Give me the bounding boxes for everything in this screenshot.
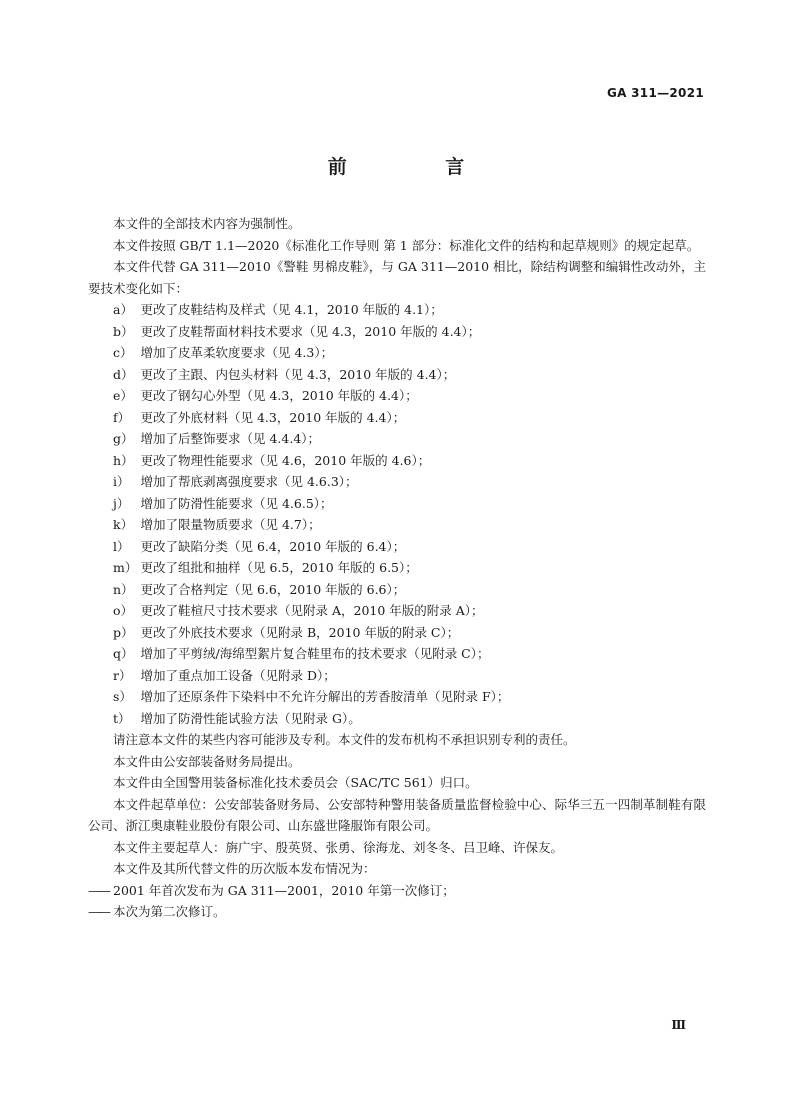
history-text: 本次为第二次修订。 — [113, 904, 226, 919]
list-item — [88, 385, 706, 407]
list-marker: r） — [113, 667, 132, 683]
list-item-text: 更改了钢勾心外型（见 4.3，2010 年版的 4.4）； — [140, 388, 418, 403]
list-marker: m） — [113, 560, 138, 575]
list-item — [88, 407, 706, 429]
list-item — [88, 622, 706, 644]
list-marker: s） — [113, 689, 132, 704]
list-marker: h） — [113, 452, 134, 468]
change-list — [88, 299, 706, 729]
list-marker: t） — [113, 710, 131, 726]
list-item — [88, 708, 706, 730]
history-item — [88, 880, 706, 902]
list-marker: f） — [113, 409, 131, 425]
paragraph: 本文件由全国警用装备标准化技术委员会（SAC/TC 561）归口。 — [113, 775, 478, 790]
list-marker: e） — [113, 388, 133, 403]
list-marker: k） — [113, 517, 134, 532]
page-number: Ⅲ — [671, 1018, 686, 1032]
paragraph: 本文件的全部技术内容为强制性。 — [113, 216, 301, 231]
list-item-text: 更改了皮鞋帮面材料技术要求（见 4.3，2010 年版的 4.4）； — [140, 323, 481, 339]
list-marker: q） — [113, 646, 134, 661]
list-item — [88, 342, 706, 364]
list-marker: l） — [113, 538, 130, 554]
list-item-text: 增加了还原条件下染料中不允许分解出的芳香胺清单（见附录 F）； — [140, 689, 510, 704]
list-item — [88, 600, 706, 622]
list-item-text: 更改了外底材料（见 4.3，2010 年版的 4.4）； — [140, 409, 406, 425]
list-item-text: 增加了平剪绒/海绵型絮片复合鞋里布的技术要求（见附录 C）； — [140, 646, 490, 661]
list-item — [88, 536, 706, 558]
paragraph: 本文件由公安部装备财务局提出。 — [113, 753, 301, 769]
list-marker: o） — [113, 603, 134, 618]
list-item — [88, 471, 706, 493]
list-item-text: 增加了防滑性能要求（见 4.6.5）； — [140, 495, 333, 511]
list-item — [88, 450, 706, 472]
list-marker: n） — [113, 581, 134, 597]
list-item — [88, 514, 706, 536]
list-item-text: 更改了外底技术要求（见附录 B，2010 年版的附录 C）； — [140, 624, 460, 640]
list-item-text: 更改了合格判定（见 6.6，2010 年版的 6.6）； — [140, 581, 406, 597]
history-text: 2001 年首次发布为 GA 311—2001，2010 年第一次修订； — [113, 882, 455, 898]
list-item-text: 更改了物理性能要求（见 4.6，2010 年版的 4.6）； — [140, 452, 431, 468]
list-marker: a） — [113, 302, 133, 317]
history-dash: —— — [88, 882, 109, 898]
paragraph: 本文件起草单位：公安部装备财务局、公安部特种警用装备质量监督检验中心、际华三五一四制革制鞋有限公司、浙江奥康鞋业股份有限公司、山东盛世隆服饰有限公司。 — [88, 796, 706, 833]
list-item-text: 增加了后整饰要求（见 4.4.4）； — [140, 431, 321, 446]
page-title: 前 言 — [327, 156, 511, 178]
list-item-text: 增加了皮革柔软度要求（见 4.3）； — [140, 345, 334, 360]
list-item-text: 更改了鞋楦尺寸技术要求（见附录 A，2010 年版的附录 A）； — [140, 603, 484, 618]
history-list — [88, 880, 706, 923]
list-item — [88, 686, 706, 708]
standard-code: GA 311—2021 — [606, 86, 704, 100]
list-marker: p） — [113, 624, 134, 640]
list-item-text: 增加了帮底剥离强度要求（见 4.6.3）； — [140, 474, 358, 489]
list-item — [88, 643, 706, 665]
list-marker: j） — [113, 495, 130, 511]
list-item-text: 更改了缺陷分类（见 6.4，2010 年版的 6.4）； — [140, 538, 406, 554]
list-item-text: 增加了防滑性能试验方法（见附录 G）。 — [140, 710, 361, 726]
paragraph: 本文件主要起草人：旃广宇、殷英贤、张勇、徐海龙、刘冬冬、吕卫峰、许保友。 — [113, 839, 564, 855]
list-marker: d） — [113, 366, 134, 382]
list-item-text: 更改了主跟、内包头材料（见 4.3，2010 年版的 4.4）； — [140, 366, 456, 382]
list-item — [88, 493, 706, 515]
list-item — [88, 321, 706, 343]
paragraph: 本文件代替 GA 311—2010《警鞋 男棉皮鞋》，与 GA 311—2010 相比，除结构调整和编辑性改动外，主要技术变化如下： — [88, 259, 706, 296]
foreword-body — [88, 213, 706, 923]
history-dash: —— — [88, 904, 109, 919]
list-marker: b） — [113, 323, 134, 339]
list-item-text: 更改了皮鞋结构及样式（见 4.1，2010 年版的 4.1）； — [140, 302, 443, 317]
list-item — [88, 665, 706, 687]
paragraph: 本文件及其所代替文件的历次版本发布情况为： — [113, 861, 376, 876]
list-item — [88, 557, 706, 579]
list-item-text: 增加了重点加工设备（见附录 D）； — [140, 667, 336, 683]
list-item-text: 增加了限量物质要求（见 4.7）； — [140, 517, 321, 532]
list-item — [88, 428, 706, 450]
paragraph: 本文件按照 GB/T 1.1—2020《标准化工作导则 第 1 部分：标准化文件的结构和起草规则》的规定起草。 — [113, 237, 700, 253]
list-item — [88, 299, 706, 321]
list-marker: c） — [113, 345, 133, 360]
list-item — [88, 579, 706, 601]
list-item — [88, 364, 706, 386]
paragraph: 请注意本文件的某些内容可能涉及专利。本文件的发布机构不承担识别专利的责任。 — [113, 732, 576, 747]
history-item — [88, 901, 706, 923]
list-marker: g） — [113, 431, 134, 446]
list-marker: i） — [113, 474, 130, 489]
list-item-text: 更改了组批和抽样（见 6.5，2010 年版的 6.5）； — [140, 560, 418, 575]
